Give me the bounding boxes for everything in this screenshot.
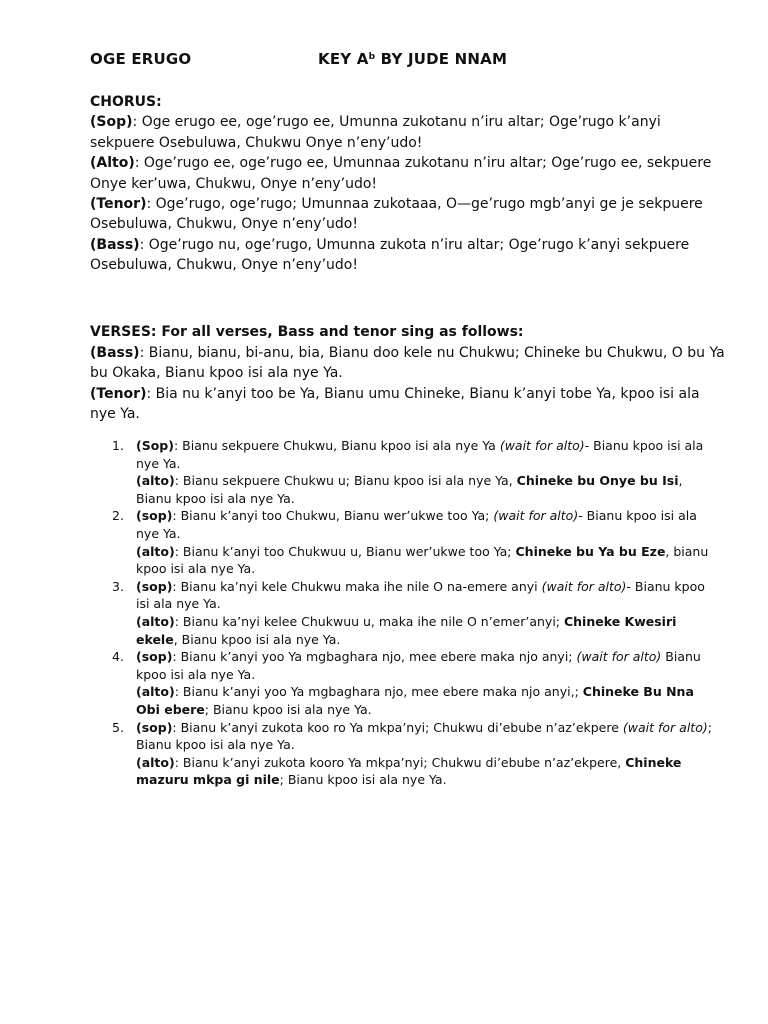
part-label: (alto)	[136, 754, 175, 770]
flat-sign: b	[368, 52, 376, 62]
part-text: : Bianu k’anyi zukota koo ro Ya mkpa’nyi; Chukwu di’ebube n’az’ekpere	[172, 719, 623, 735]
verse-sop	[136, 719, 720, 754]
page-header	[90, 50, 730, 74]
part-label: (sop)	[136, 508, 173, 524]
part-text: : Oge erugo ee, oge’rugo ee, Umunna zukotanu n’iru altar; Oge’rugo k’anyi sekpuere Osebuluwa, Chukwu Onye n’eny’udo!	[90, 114, 661, 151]
verse-sop	[136, 578, 720, 613]
part-end: ; Bianu kpoo isi ala nye Ya.	[279, 772, 447, 788]
part-end: - Bianu kpoo isi ala nye Ya.	[136, 508, 697, 541]
part-text: : Bianu sekpuere Chukwu u; Bianu kpoo isi ala nye Ya,	[174, 473, 517, 489]
bold-phrase: Chineke Bu Nna Obi ebere	[136, 684, 694, 717]
verse-item	[112, 437, 720, 507]
chorus-sop	[90, 112, 725, 153]
verse-list	[112, 437, 720, 789]
part-label: (alto)	[136, 473, 175, 489]
verse-item	[112, 648, 720, 718]
wait-note: (wait for alto)	[622, 719, 708, 735]
verse-number: 5.	[112, 719, 124, 735]
part-text: : Bianu ka’nyi kelee Chukwuu u, maka ihe nile O n’emer’anyi;	[174, 613, 564, 629]
part-text: : Bianu k’anyi too Chukwu, Bianu wer’ukwe too Ya;	[172, 508, 494, 524]
part-label: (alto)	[136, 543, 175, 559]
key-prefix: KEY A	[318, 50, 369, 68]
part-text: : Bianu k’anyi zukota kooro Ya mkpa’nyi; Chukwu di’ebube n’az’ekpere,	[174, 754, 626, 770]
part-end: - Bianu kpoo isi ala nye Ya.	[136, 438, 704, 471]
verse-alto	[136, 543, 720, 578]
verse-sop	[136, 437, 720, 472]
wait-note: (wait for alto)	[499, 438, 585, 453]
verses-bass	[90, 343, 725, 384]
part-end: Bianu kpoo isi ala nye Ya.	[136, 649, 701, 682]
verse-alto	[136, 754, 720, 789]
part-label: (Tenor)	[90, 196, 147, 213]
bold-phrase: Chineke Kwesiri ekele	[136, 613, 677, 647]
part-text: : Bianu k’anyi too Chukwuu u, Bianu wer’ukwe too Ya;	[174, 543, 516, 559]
chorus-alto	[90, 153, 725, 194]
chorus-heading: CHORUS:	[90, 94, 162, 110]
verse-sop	[136, 507, 720, 542]
part-text: : Bia nu k’anyi too be Ya, Bianu umu Chineke, Bianu k’anyi tobe Ya, kpoo isi ala nye Ya.	[90, 385, 700, 423]
part-end: , Bianu kpoo isi ala nye Ya.	[173, 631, 341, 647]
part-text: : Oge’rugo, oge’rugo; Umunnaa zukotaaa, O—ge’rugo mgb’anyi ge je sekpuere Osebuluwa, Chukwu, Onye n’eny’udo!	[90, 196, 703, 233]
part-end: , bianu kpoo isi ala nye Ya.	[136, 543, 709, 577]
author-text: BY JUDE NNAM	[375, 50, 508, 68]
chorus-bass	[90, 235, 725, 276]
verse-item	[112, 507, 720, 577]
part-text: : Bianu sekpuere Chukwu, Bianu kpoo isi ala nye Ya	[173, 438, 500, 453]
verse-number: 2.	[112, 508, 124, 524]
part-label: (Sop)	[136, 438, 174, 453]
part-label: (alto)	[136, 684, 175, 700]
verse-alto	[136, 613, 720, 648]
verses-heading: VERSES: For all verses, Bass and tenor sing as follows:	[90, 324, 524, 340]
part-label: (sop)	[136, 719, 173, 735]
verses-section	[90, 322, 725, 425]
part-end: , Bianu kpoo isi ala nye Ya.	[136, 473, 683, 506]
part-text: : Bianu ka’nyi kele Chukwu maka ihe nile O na-emere anyi	[172, 578, 542, 594]
verse-number: 1.	[112, 438, 124, 453]
verse-number: 3.	[112, 578, 124, 594]
bold-phrase: Chineke bu Onye bu Isi	[516, 473, 679, 489]
part-label: (Bass)	[90, 344, 140, 361]
part-label: (Alto)	[90, 155, 135, 172]
part-text: : Bianu k’anyi yoo Ya mgbaghara njo, mee ebere maka njo anyi,;	[174, 684, 583, 700]
part-label: (sop)	[136, 649, 173, 665]
part-end: - Bianu kpoo isi ala nye Ya.	[136, 578, 705, 612]
bold-phrase: Chineke bu Ya bu Eze	[515, 543, 666, 559]
part-text: : Oge’rugo nu, oge’rugo, Umunna zukota n’iru altar; Oge’rugo k’anyi sekpuere Osebuluwa, Chukwu, Onye n’eny’udo!	[90, 236, 690, 274]
part-label: (sop)	[136, 578, 173, 594]
wait-note: (wait for alto)	[493, 508, 579, 524]
verse-item	[112, 578, 720, 648]
bold-phrase: Chineke mazuru mkpa gi nile	[136, 754, 682, 788]
chorus-section	[90, 92, 725, 276]
part-label: (Sop)	[90, 114, 133, 131]
key-and-author	[318, 50, 507, 68]
song-title: OGE ERUGO	[90, 50, 192, 68]
chorus-tenor	[90, 194, 725, 235]
part-label: (alto)	[136, 613, 175, 629]
part-text: : Oge’rugo ee, oge’rugo ee, Umunnaa zukotanu n’iru altar; Oge’rugo ee, sekpuere Onye ker’uwa, Chukwu, Onye n’eny’udo!	[90, 155, 712, 192]
verse-alto	[136, 683, 720, 718]
verse-number: 4.	[112, 649, 124, 665]
wait-note: (wait for alto)	[576, 649, 662, 665]
part-label: (Tenor)	[90, 385, 147, 402]
part-text: : Bianu k’anyi yoo Ya mgbaghara njo, mee ebere maka njo anyi;	[172, 649, 577, 665]
verses-tenor	[90, 384, 725, 425]
part-end: ; Bianu kpoo isi ala nye Ya.	[136, 719, 712, 753]
verse-sop	[136, 648, 720, 683]
part-text: : Bianu, bianu, bi-anu, bia, Bianu doo kele nu Chukwu; Chineke bu Chukwu, O bu Ya bu Okaka, Bianu kpoo isi ala nye Ya.	[90, 344, 725, 382]
wait-note: (wait for alto)	[541, 578, 627, 594]
verse-alto	[136, 472, 720, 507]
part-end: ; Bianu kpoo isi ala nye Ya.	[204, 701, 372, 717]
verse-item	[112, 719, 720, 789]
part-label: (Bass)	[90, 236, 140, 253]
